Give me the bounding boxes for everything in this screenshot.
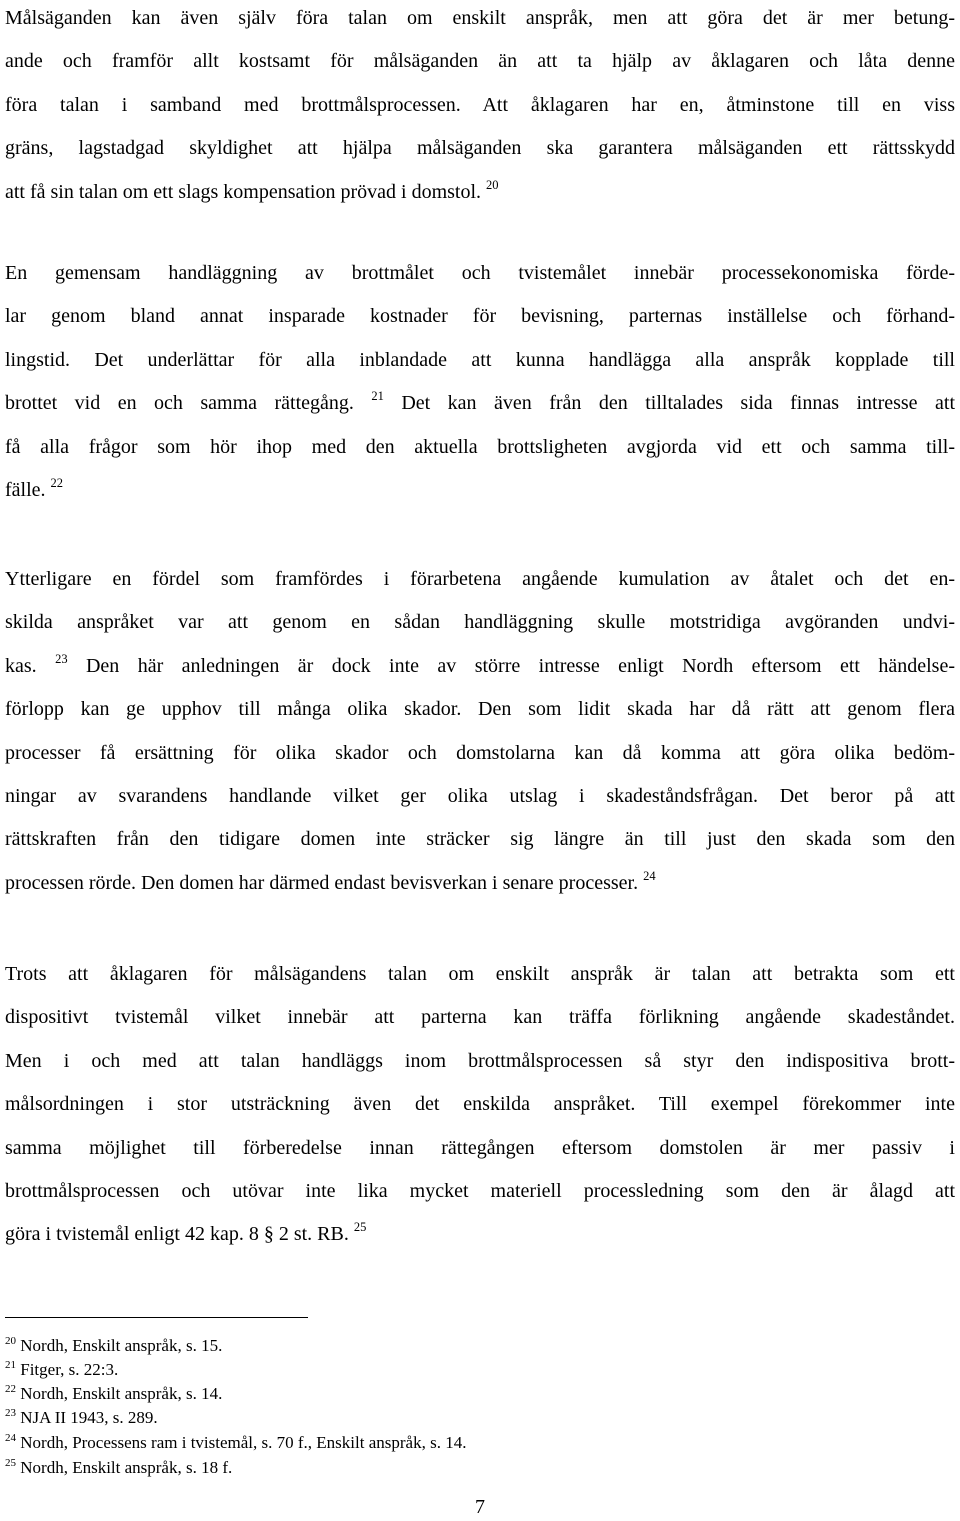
text-line: [5, 171, 955, 214]
footnote-ref: 23: [55, 651, 68, 666]
text-segment: brottet vid en och samma rättegång.: [5, 392, 354, 415]
footnote-separator: [5, 1317, 308, 1318]
text-line: få alla frågor som hör ihop med den aktuella brottsligheten avgjorda vid ett och samma till-: [5, 435, 955, 458]
footnote-ref: 20: [486, 177, 499, 192]
footnote-number: 22: [5, 1383, 16, 1395]
text-segment: kas.: [5, 654, 37, 677]
paragraph: [5, 0, 955, 214]
text-line: rättskraften från den tidigare domen inte sträcker sig längre än till just den skada som den: [5, 828, 955, 851]
footnote-ref: 21: [371, 389, 384, 404]
text-line: lingstid. Det underlättar för alla inblandade att kunna handlägga alla anspråk kopplade till: [5, 348, 955, 371]
footnote-number: 23: [5, 1407, 16, 1419]
text-line: föra talan i samband med brottmålsprocessen. Att åklagaren har en, åtminstone till en viss: [5, 93, 955, 116]
footnote-number: 24: [5, 1432, 16, 1444]
text-line: dispositivt tvistemål vilket innebär att parterna kan träffa förlikning angående skadeståndet.: [5, 1006, 955, 1029]
footnote: [5, 1456, 232, 1480]
text-line: samma möjlighet till förberedelse innan rättegången eftersom domstolen är mer passiv i: [5, 1136, 955, 1159]
paragraph: [5, 953, 955, 1257]
footnote-number: 25: [5, 1457, 16, 1469]
text-line: brottmålsprocessen och utövar inte lika mycket materiell processledning som den är ålagd att: [5, 1180, 955, 1203]
text-line: [5, 1213, 955, 1256]
footnote-ref: 22: [50, 476, 64, 491]
footnote-text: Nordh, Enskilt anspråk, s. 14.: [20, 1384, 223, 1403]
footnote: [5, 1406, 158, 1430]
text-line: lar genom bland annat insparade kostnader för bevisning, parternas inställelse och förhand-: [5, 305, 955, 328]
text-line: förlopp kan ge upphov till många olika skador. Den som lidit skada har då rätt att genom flera: [5, 698, 955, 721]
text-segment: göra i tvistemål enligt 42 kap. 8: [5, 1223, 264, 1246]
text-segment: Den här anledningen är dock inte av större intresse enligt Nordh eftersom ett händelse-: [67, 654, 955, 677]
footnote: [5, 1431, 466, 1455]
section-sign: §: [263, 1223, 274, 1246]
footnote: [5, 1358, 118, 1382]
text-segment: processen rörde. Den domen har därmed endast bevisverkan i senare processer.: [5, 871, 639, 894]
footnote-number: 20: [5, 1335, 16, 1347]
text-line: Ytterligare en fördel som framfördes i förarbetena angående kumulation av åtalet och det en-: [5, 568, 955, 590]
text-segment: Det kan även från den tilltalades sida finnas intresse att: [383, 392, 956, 415]
footnote-text: Fitger, s. 22:3.: [20, 1360, 119, 1379]
text-segment: 2 st. RB.: [273, 1223, 349, 1246]
text-line: [5, 862, 955, 905]
text-line: målsordningen i stor utsträckning även det enskilda anspråket. Till exempel förekommer inte: [5, 1093, 955, 1116]
footnote-text: NJA II 1943, s. 289.: [20, 1408, 158, 1427]
text-line: [5, 382, 955, 425]
text-line: Men i och med att talan handläggs inom brottmålsprocessen så styr den indispositiva brott-: [5, 1049, 955, 1072]
text-line: [5, 469, 955, 512]
text-line: Trots att åklagaren för målsägandens talan om enskilt anspråk är talan att betrakta som ett: [5, 963, 955, 985]
footnote-text: Nordh, Enskilt anspråk, s. 18 f.: [20, 1458, 233, 1477]
text-line: En gemensam handläggning av brottmålet och tvistemålet innebär processekonomiska förde-: [5, 262, 955, 284]
text-line: [5, 645, 955, 688]
footnote: [5, 1382, 222, 1406]
text-line: ningar av svarandens handlande vilket ger olika utslag i skadeståndsfrågan. Det beror på att: [5, 785, 955, 808]
page-number: 7: [475, 1496, 485, 1518]
footnote-text: Nordh, Enskilt anspråk, s. 15.: [20, 1336, 223, 1355]
text-line: skilda anspråket var att genom en sådan handläggning skulle motstridiga avgöranden undvi-: [5, 611, 955, 634]
footnote-ref: 25: [353, 1220, 367, 1235]
footnote-ref: 24: [643, 868, 656, 883]
footnote-text: Nordh, Processens ram i tvistemål, s. 70 f., Enskilt anspråk, s. 14.: [20, 1433, 467, 1452]
text-line: Målsäganden kan även själv föra talan om enskilt anspråk, men att göra det är mer betung-: [5, 7, 955, 29]
footnote: [5, 1334, 222, 1358]
text-segment: fälle.: [5, 479, 46, 502]
text-segment: att få sin talan om ett slags kompensation prövad i domstol.: [5, 180, 482, 203]
paragraph: [5, 558, 955, 905]
text-line: ande och framför allt kostsamt för målsäganden än att ta hjälp av åklagaren och låta denne: [5, 50, 955, 73]
paragraph: [5, 252, 955, 512]
text-line: gräns, lagstadgad skyldighet att hjälpa målsäganden ska garantera målsäganden ett rättsskydd: [5, 137, 955, 160]
footnote-number: 21: [5, 1359, 16, 1371]
text-line: processer få ersättning för olika skador och domstolarna kan då komma att göra olika bedöm-: [5, 741, 955, 764]
